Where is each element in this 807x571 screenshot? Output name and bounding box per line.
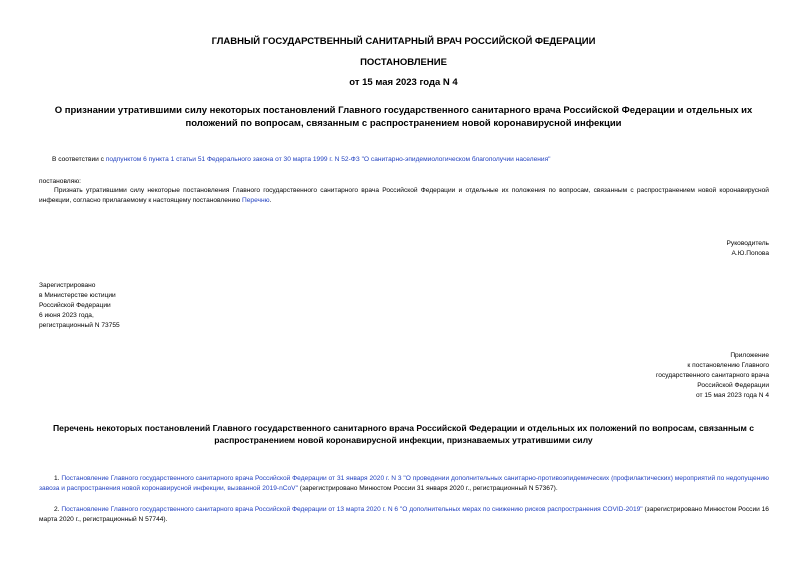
federal-law-link[interactable]: подпунктом 6 пункта 1 статьи 51 Федерального закона от 30 марта 1999 г. N 52-ФЗ "О санитарно-эпидемиологическом благополучии населения" — [105, 156, 551, 163]
signature-block — [727, 239, 769, 259]
decree-text-body: Признать утратившими силу некоторые постановления Главного государственного санитарного врача Российской Федерации и отдельные их положения по вопросам, связанным с распространением новой коронавирусной инфекции, согласно прилагаемому к настоящему постановлению — [39, 187, 769, 204]
appendix-list-link[interactable]: Перечню — [242, 197, 270, 204]
issuing-authority: ГЛАВНЫЙ ГОСУДАРСТВЕННЫЙ САНИТАРНЫЙ ВРАЧ РОССИЙСКОЙ ФЕДЕРАЦИИ — [211, 36, 596, 47]
registration-line: Зарегистрировано — [39, 282, 96, 289]
legal-basis — [52, 155, 772, 165]
legal-basis-prefix: В соответствии с — [52, 156, 106, 163]
registration-line: в Министерстве юстиции — [39, 292, 116, 299]
document-date-number: от 15 мая 2023 года N 4 — [349, 77, 458, 88]
decree-word: постановляю: — [39, 178, 82, 185]
signatory-position: Руководитель — [726, 240, 769, 247]
list-title: Перечень некоторых постановлений Главного государственного санитарного врача Российской Федерации и отдельных их положений по вопросам, связанным с распространением новой коронавирусной инфекции, признаваемых утратившими силу — [52, 423, 755, 445]
list-item-registration: (зарегистрировано Минюстом России 16 марта 2020 г., регистрационный N 57744). — [39, 506, 769, 523]
appendix-line: от 15 мая 2023 года N 4 — [695, 392, 769, 399]
appendix-line: к постановлению Главного — [687, 362, 769, 369]
list-item — [39, 474, 769, 494]
resolution-link[interactable]: Постановление Главного государственного санитарного врача Российской Федерации от 31 января 2020 г. N 3 "О проведении дополнительных санитарно-противоэпидемических (профилактических) мероприятий по недопущению завоза и распространения новой коронавирусной инфекции, вызванной 2019-nCoV" — [39, 475, 769, 492]
appendix-line: Российской Федерации — [697, 382, 769, 389]
decree-text-end: . — [269, 197, 272, 204]
registration-line: Российской Федерации — [39, 302, 111, 309]
signatory-name: А.Ю.Попова — [731, 250, 769, 257]
list-item-number: 1. — [54, 475, 62, 482]
list-item-registration: (зарегистрировано Минюстом России 31 января 2020 г., регистрационный N 57367). — [297, 485, 558, 492]
registration-line: 6 июня 2023 года, — [39, 312, 94, 319]
document-title: О признании утратившими силу некоторых постановлений Главного государственного санитарного врача Российской Федерации и отдельных их положений по вопросам, связанным с распространением новой коронавирусной инфекции — [54, 105, 753, 129]
appendix-line: государственного санитарного врача — [655, 372, 769, 379]
document-type: ПОСТАНОВЛЕНИЕ — [360, 57, 447, 68]
registration-line: регистрационный N 73755 — [39, 322, 120, 329]
list-item — [39, 505, 769, 525]
registration-block — [39, 281, 120, 331]
list-item-number: 2. — [54, 506, 62, 513]
appendix-line: Приложение — [730, 352, 769, 359]
resolution-link[interactable]: Постановление Главного государственного санитарного врача Российской Федерации от 13 марта 2020 г. N 6 "О дополнительных мерах по снижению рисков распространения COVID-2019" — [61, 506, 643, 513]
decree-text — [39, 186, 769, 206]
appendix-header — [656, 351, 769, 401]
